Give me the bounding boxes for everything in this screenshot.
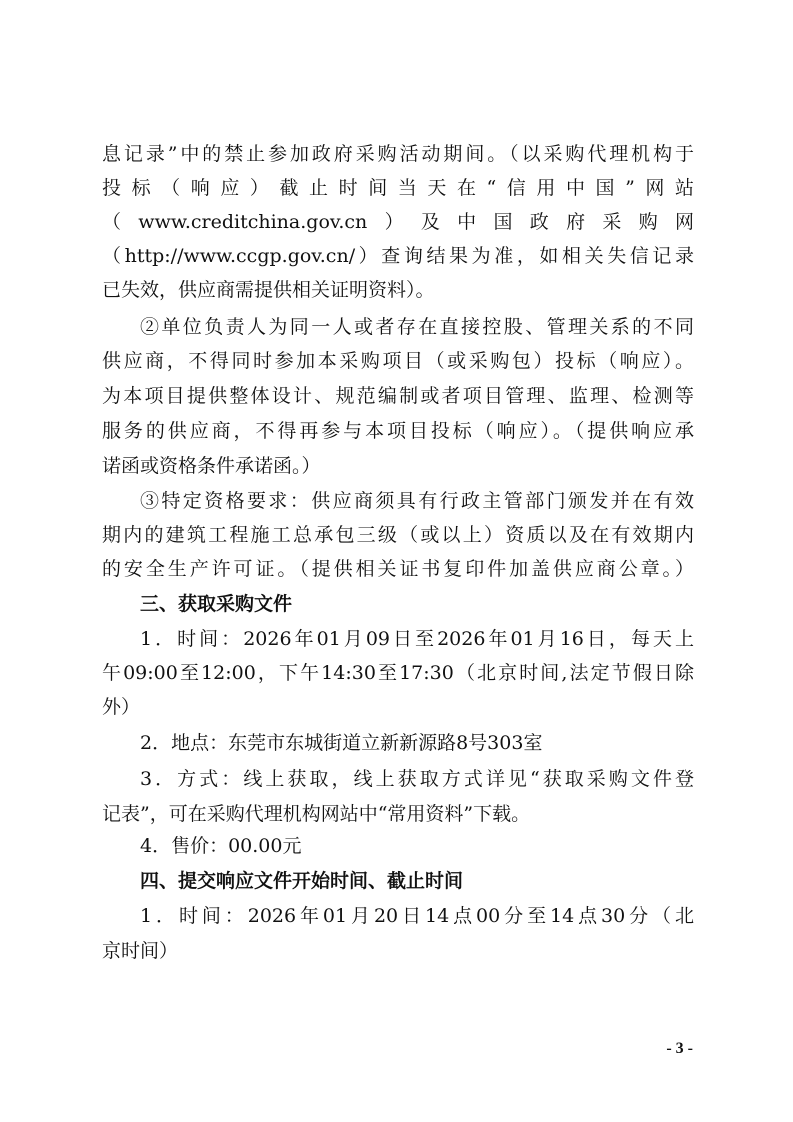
body-line: 京时间） bbox=[102, 940, 179, 962]
body-line: 为本项目提供整体设计、规范编制或者项目管理、监理、检测等 bbox=[102, 385, 694, 407]
section-heading: 三、获取采购文件 bbox=[140, 593, 293, 615]
body-line: （www.creditchina.gov.cn）及中国政府采购网 bbox=[102, 211, 694, 233]
body-line: 息记录”中的禁止参加政府采购活动期间。（以采购代理机构于 bbox=[102, 143, 694, 165]
body-line: 的安全生产许可证。（提供相关证书复印件加盖供应商公章。） bbox=[102, 558, 694, 580]
body-line: ③特定资格要求：供应商须具有行政主管部门颁发并在有效 bbox=[140, 490, 694, 512]
body-line: 已失效，供应商需提供相关证明资料）。 bbox=[102, 279, 435, 301]
body-line: 午09:00至12:00，下午14:30至17:30（北京时间,法定节假日除 bbox=[102, 662, 694, 684]
section-heading: 四、提交响应文件开始时间、截止时间 bbox=[140, 870, 464, 892]
body-line: 供应商，不得同时参加本采购项目（或采购包）投标（响应）。 bbox=[102, 350, 694, 372]
body-line: 期内的建筑工程施工总承包三级（或以上）资质以及在有效期内 bbox=[102, 524, 694, 546]
page-number: - 3 - bbox=[666, 1040, 693, 1057]
body-line: 1．时间：2026年01月20日14点00分至14点30分（北 bbox=[140, 905, 694, 927]
body-line: 外） bbox=[102, 696, 141, 718]
body-line: 记表”，可在采购代理机构网站中“常用资料”下载。 bbox=[102, 803, 531, 825]
body-line: 诺函或资格条件承诺函。） bbox=[102, 455, 321, 477]
body-line: 3．方式：线上获取，线上获取方式详见“获取采购文件登 bbox=[140, 768, 694, 790]
body-line: ②单位负责人为同一人或者存在直接控股、管理关系的不同 bbox=[140, 316, 694, 338]
body-line: （http://www.ccgp.gov.cn/）查询结果为准，如相关失信记录 bbox=[102, 245, 694, 267]
body-line: 1．时间：2026年01月09日至2026年01月16日，每天上 bbox=[140, 628, 694, 650]
body-line: 服务的供应商，不得再参与本项目投标（响应）。（提供响应承 bbox=[102, 420, 694, 442]
body-line: 2．地点：东莞市东城街道立新新源路8号303室 bbox=[140, 732, 543, 754]
body-line: 4．售价：00.00元 bbox=[140, 835, 302, 857]
body-line: 投标（响应）截止时间当天在“信用中国”网站 bbox=[102, 177, 694, 199]
